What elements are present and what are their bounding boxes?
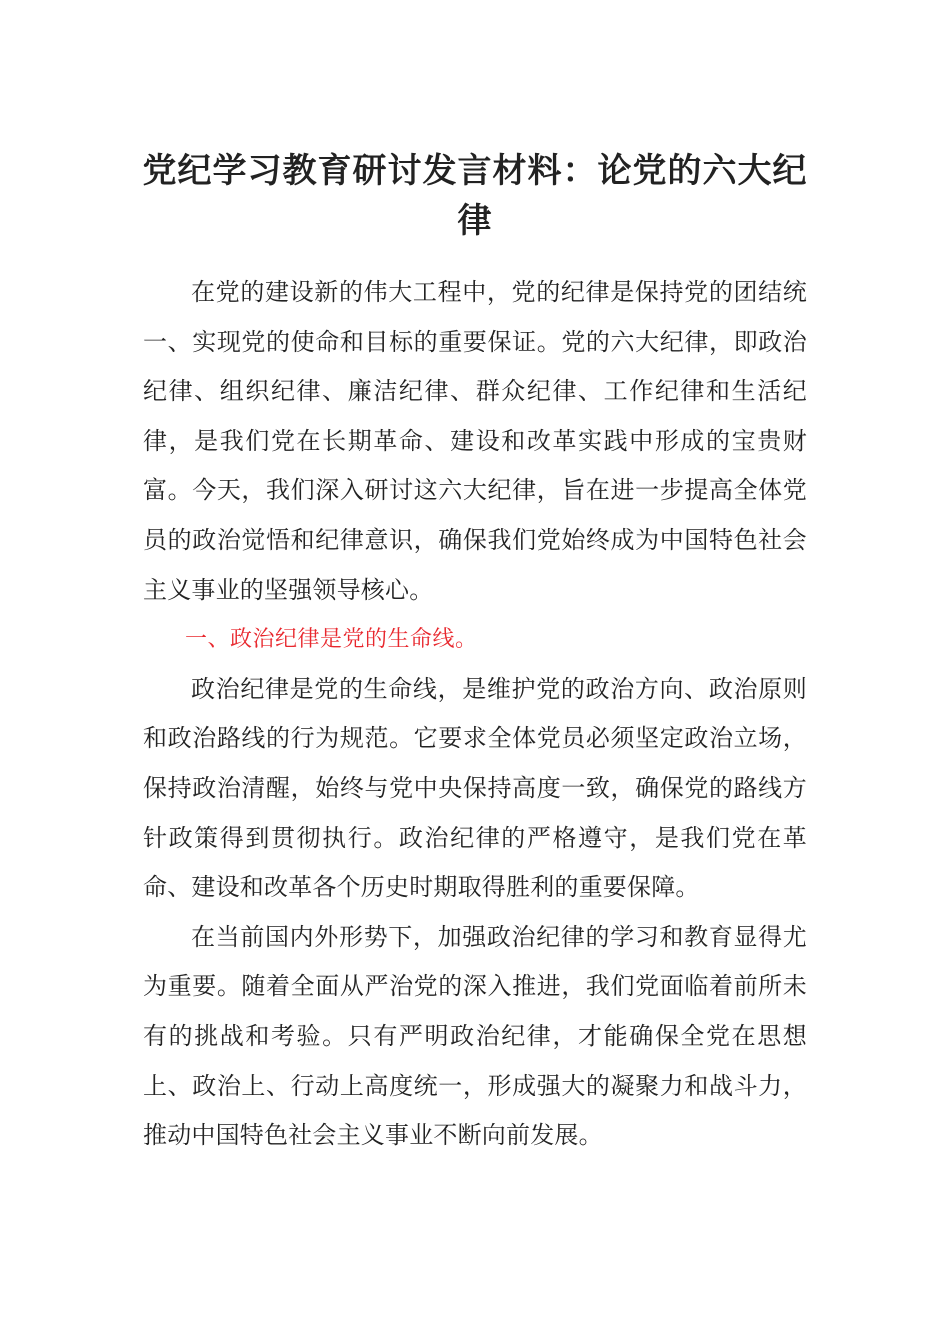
body-paragraph: 政治纪律是党的生命线，是维护党的政治方向、政治原则和政治路线的行为规范。它要求全体党员必须坚定政治立场，保持政治清醒，始终与党中央保持高度一致，确保党的路线方针政策得到贯彻执行。政治纪律的严格遵守，是我们党在革命、建设和改革各个历史时期取得胜利的重要保障。: [143, 674, 807, 902]
document-body: [143, 268, 807, 1161]
body-paragraph: 在当前国内外形势下，加强政治纪律的学习和教育显得尤为重要。随着全面从严治党的深入推进，我们党面临着前所未有的挑战和考验。只有严明政治纪律，才能确保全党在思想上、政治上、行动上高度统一，形成强大的凝聚力和战斗力，推动中国特色社会主义事业不断向前发展。: [143, 922, 807, 1150]
intro-paragraph: 在党的建设新的伟大工程中，党的纪律是保持党的团结统一、实现党的使命和目标的重要保证。党的六大纪律，即政治纪律、组织纪律、廉洁纪律、群众纪律、工作纪律和生活纪律，是我们党在长期革命、建设和改革实践中形成的宝贵财富。今天，我们深入研讨这六大纪律，旨在进一步提高全体党员的政治觉悟和纪律意识，确保我们党始终成为中国特色社会主义事业的坚强领导核心。: [143, 278, 807, 604]
document-title: 党纪学习教育研讨发言材料：论党的六大纪律: [142, 151, 808, 241]
section-heading-political-discipline: 一、政治纪律是党的生命线。: [185, 627, 478, 653]
